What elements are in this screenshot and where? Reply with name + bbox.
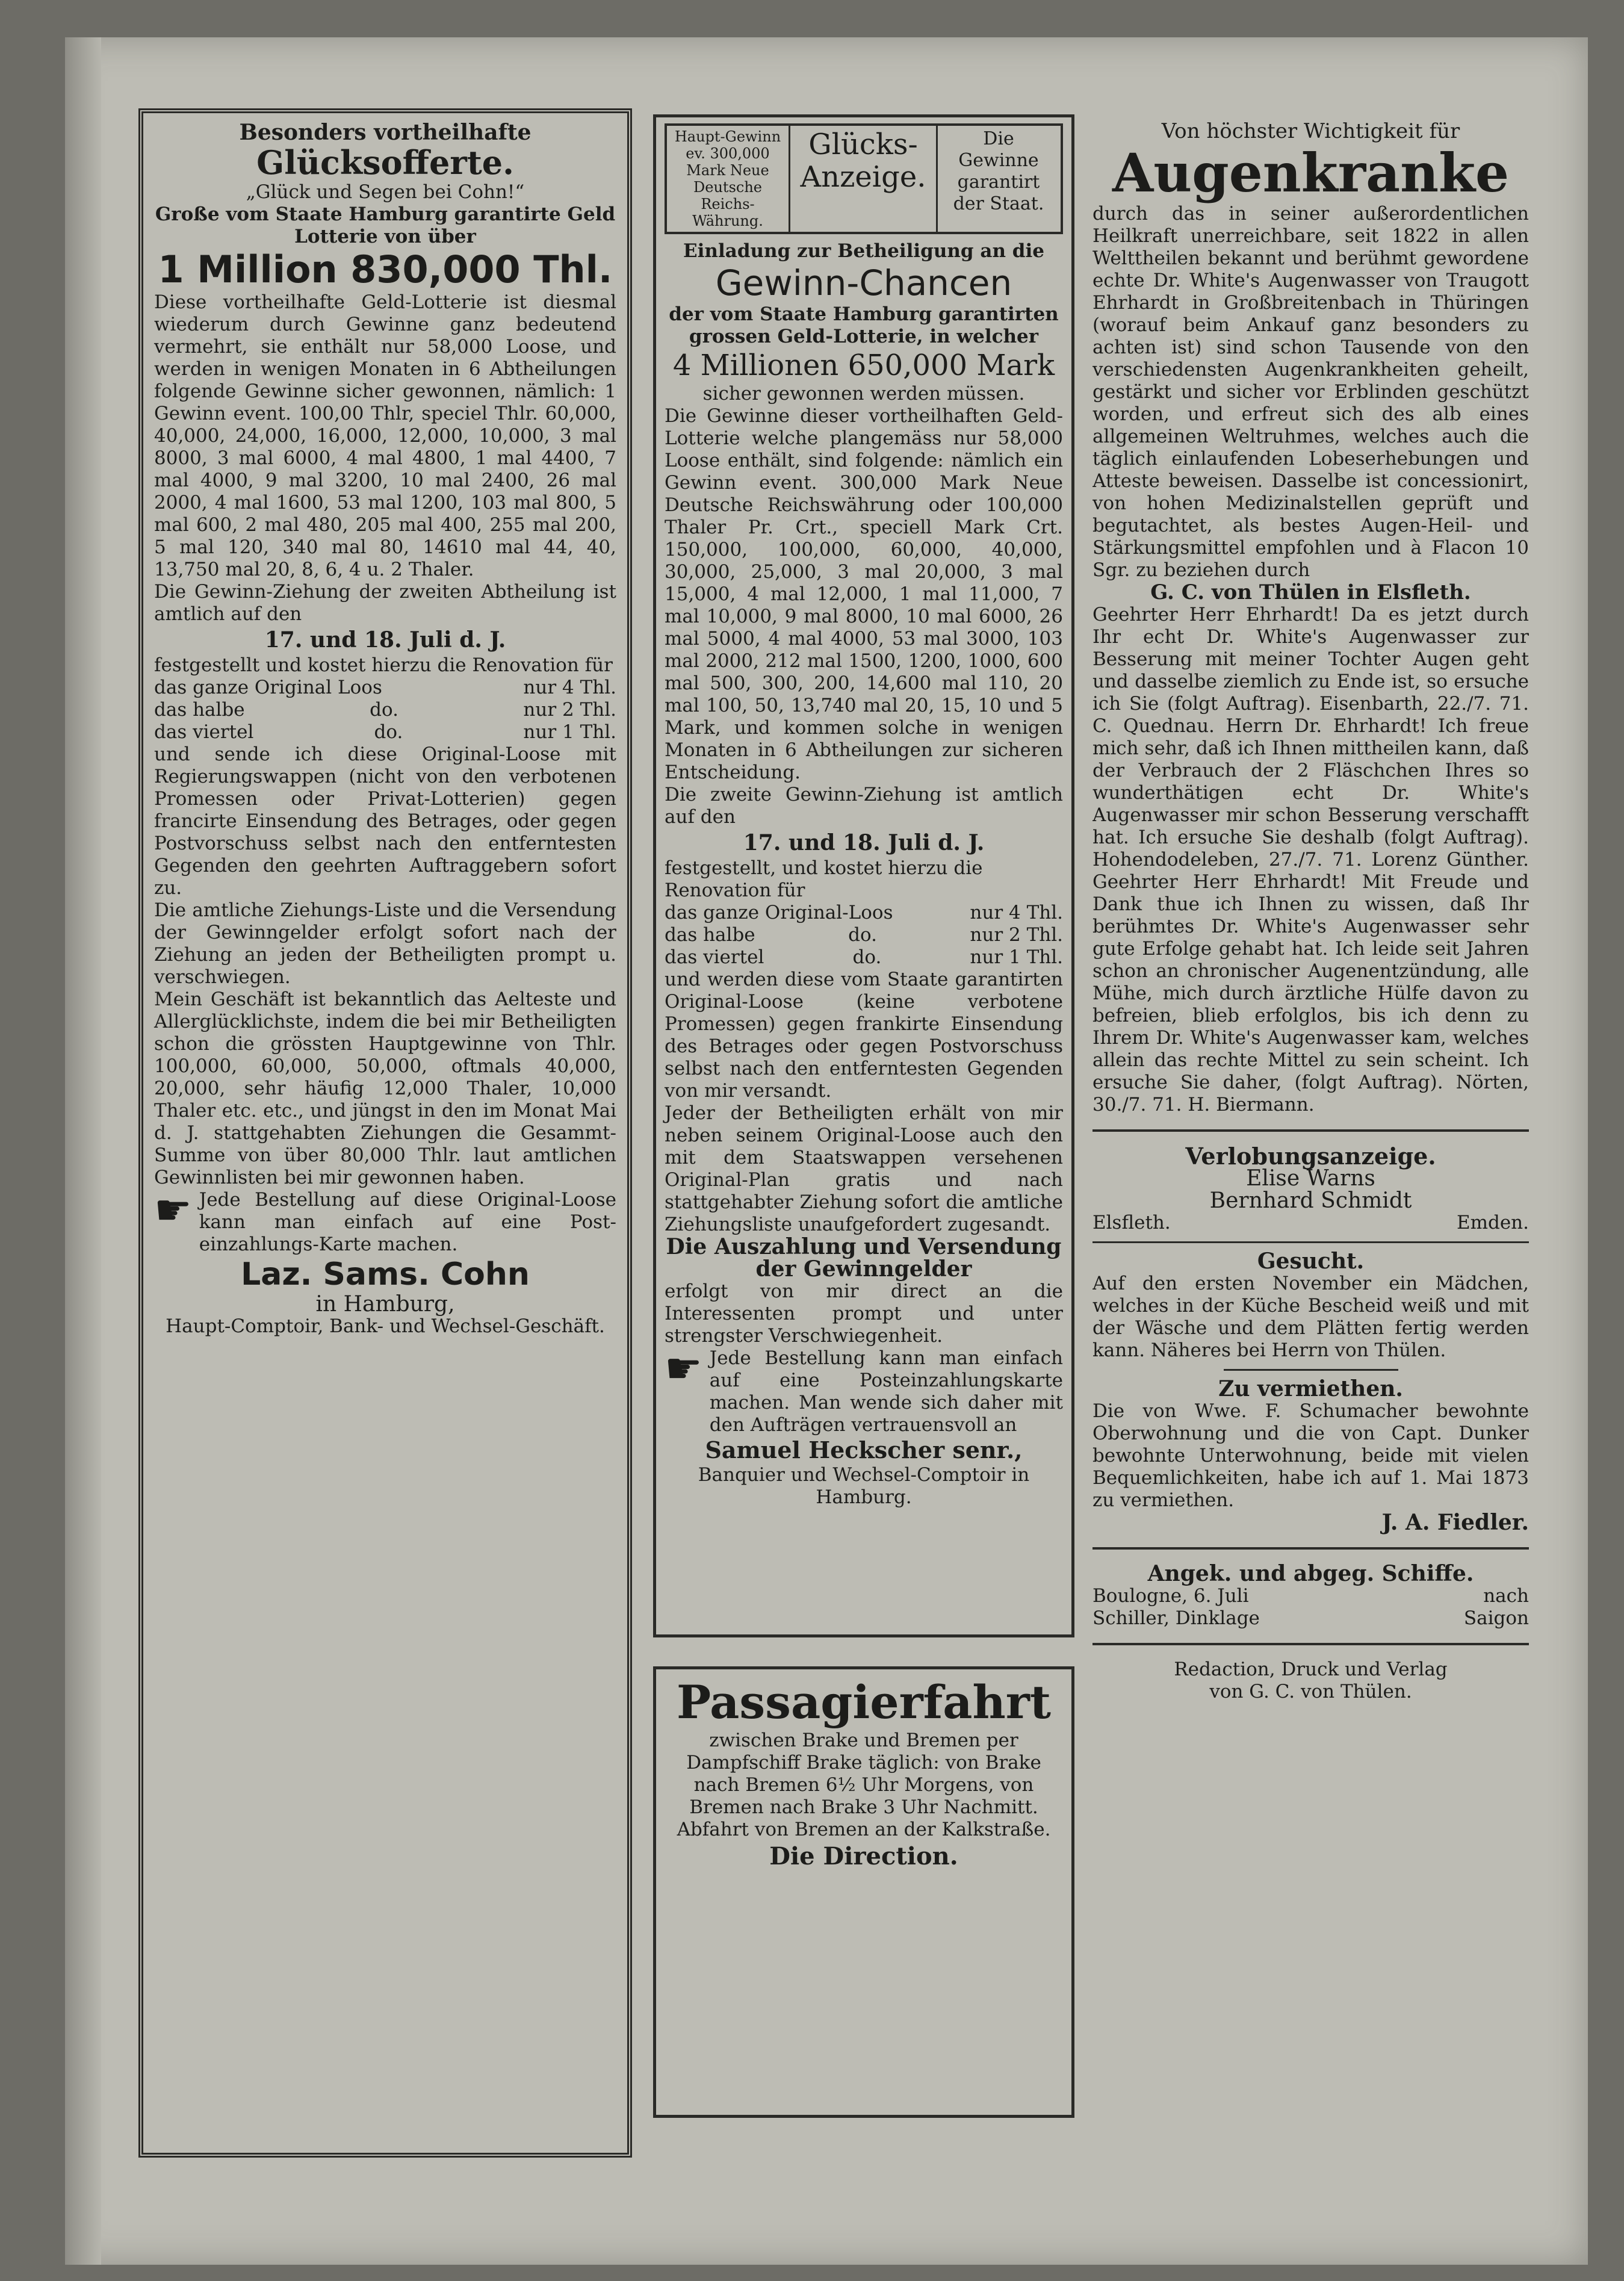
business-text: Mein Geschäft ist bekanntlich das Aelteste und Allerglücklichste, indem die bei mir Betheiligten schon die grössten Hauptgewinne von Thlr. 100,000, 60,000, 50,000, oftmals 40,000, 20,000, sehr häufig 12,000 Thaler, 10,000 Thaler etc. etc., und jüngst in den im Monat Mai d. J. stattgehabten Ziehungen die Gesammt-Summe von über 80,000 Thlr. laut amtlichen Gewinnlisten bei mir gewonnen haben. <box>154 988 616 1188</box>
engagement-name-2: Bernhard Schmidt <box>1209 1188 1412 1213</box>
draw-list-text: Die amtliche Ziehungs-Liste und die Versendung der Gewinngelder erfolgt sofort nach der Ziehung an jeden der Betheiligten prompt u. verschwiegen. <box>154 899 616 988</box>
shipping-text: und werden diese vom Staate garantirten Original-Loose (keine verbotene Promessen) gegen frankirte Einsendung des Betrages oder gegen Postvorschuss selbst nach den entferntesten Gegenden von mir versandt. <box>665 969 1063 1102</box>
draw-date: 17. und 18. Juli d. J. <box>743 830 985 855</box>
eyewater-title: Augenkranke <box>1112 141 1510 204</box>
ad-title: Gewinn-Chancen <box>715 262 1012 303</box>
price-row: das ganze Original-Loos nur 4 Thl. <box>665 902 1063 923</box>
ad-header-box <box>665 123 1063 234</box>
rent-title: Zu vermiethen. <box>1218 1376 1403 1401</box>
firm-office: Haupt-Comptoir, Bank- und Wechsel-Geschäft. <box>166 1315 605 1337</box>
imprint-line-1: Redaction, Druck und Verlag <box>1174 1659 1448 1680</box>
pointing-hand-icon: ☛ <box>154 1185 192 1235</box>
firm-details: Banquier und Wechsel-Comptoir in Hamburg. <box>698 1464 1030 1508</box>
testimonials: Geehrter Herr Ehrhardt! Da es jetzt durch Ihr echt Dr. White's Augenwasser zur Besserung mit meiner Tochter Augen geht und dasselbe ziemlich zu Ende ist, so ersuche ich Sie (folgt Auftrag). Eisenbarth, 22./7. 71. C. Quednau. Herrn Dr. Ehrhardt! Ich freue mich sehr, daß ich Ihnen mittheilen kann, daß der Verbrauch der 2 Fläschchen Ihres so wunderthätigen echt Dr. White's Augenwasser mir schon Besserung verschafft hat. Ich ersuche Sie deshalb (folgt Auftrag). Hohendodeleben, 27./7. 71. Lorenz Günther. Geehrter Herr Ehrhardt! Mit Freude und Dank thue ich Ihnen zu wissen, daß Ihr berühmtes Dr. White's Augenwasser sehr gute Erfolge gehabt hat. Ich leide seit Jahren schon an chronischer Augenentzündung, alle Mühe, mich durch ärztliche Hülfe davon zu befreien, blieb erfolglos, bis ich denn zu Ihrem Dr. White's Augenwasser kam, welches allein das rechte Mittel zu sein scheint. Ich ersuche Sie daher, (folgt Auftrag). Nörten, 30./7. 71. H. Biermann. <box>1092 604 1529 1116</box>
ad-amount: 1 Million 830,000 Thl. <box>158 247 613 291</box>
ferry-schedule: zwischen Brake und Bremen per Dampfschiff Brake täglich: von Brake nach Bremen 6½ Uhr Morgens, von Bremen nach Brake 3 Uhr Nachmitt. Abfahrt von Bremen an der Kalkstraße. <box>677 1730 1051 1840</box>
ferry-signature: Die Direction. <box>769 1842 958 1870</box>
renovation-text: festgestellt und kostet hierzu die Renovation für <box>154 654 613 676</box>
heckscher-lottery-ad <box>653 114 1074 2155</box>
prize-list: Die Gewinne dieser vortheilhaften Geld-Lotterie welche plangemäss nur 58,000 Loose enthält, sind folgende: nämlich ein Gewinn event. 300,000 Mark Neue Deutsche Reichswährung oder 100,000 Thaler Pr. Crt., speciell Mark Crt. 150,000, 100,000, 60,000, 40,000, 30,000, 25,000, 3 mal 20,000, 3 mal 15,000, 4 mal 12,000, 1 mal 11,000, 7 mal 10,000, 9 mal 8000, 10 mal 6000, 26 mal 5000, 4 mal 4000, 53 mal 3000, 103 mal 2000, 212 mal 1500, 1200, 1000, 600 mal 500, 300, 200, 14,600 mal 110, 20 mal 100, 50, 13,740 mal 20, 15, 10 und 5 Mark, und kommen solche in wenigen Monaten in 6 Abtheilungen zur sicheren Entscheidung. <box>665 405 1063 783</box>
ferry-ad <box>653 1666 1074 2118</box>
wanted-title: Gesucht. <box>1257 1249 1365 1274</box>
eyewater-agent: G. C. von Thülen in Elsfleth. <box>1150 580 1471 604</box>
firm-name: Laz. Sams. Cohn <box>241 1256 530 1293</box>
rent-body: Die von Wwe. F. Schumacher bewohnte Oberwohnung und die von Capt. Dunker bewohnte Unterwohnung, beide mit vielen Bequemlichkeiten, habe ich auf 1. Mai 1873 zu vermiethen. <box>1092 1400 1529 1511</box>
cohn-lottery-ad <box>138 108 632 2167</box>
divider <box>1092 1241 1529 1243</box>
wanted-body: Auf den ersten November ein Mädchen, welches in der Küche Bescheid weiß und mit der Wäsche und dem Plätten fertig werden kann. Näheres bei Herrn von Thülen. <box>1092 1273 1529 1361</box>
price-row: das halbe do. nur 2 Thl. <box>154 699 616 721</box>
ad-subtitle: Große vom Staate Hamburg garantirte Geld Lotterie von über <box>155 203 616 247</box>
pointing-hand-icon: ☛ <box>665 1344 702 1393</box>
prize-list: Diese vortheilhafte Geld-Lotterie ist diesmal wiederum durch Gewinne ganz bedeutend vermehrt, sie enthält nur 58,000 Loose, und werden in wenigen Monaten in 6 Abtheilungen folgende Gewinne sicher gewonnen, nämlich: 1 Gewinn event. 100,00 Thlr, speciel Thlr. 60,000, 40,000, 24,000, 16,000, 12,000, 10,000, 3 mal 8000, 3 mal 6000, 4 mal 4800, 1 mal 4400, 7 mal 4000, 9 mal 3200, 10 mal 2400, 26 mal 2000, 4 mal 1600, 53 mal 1200, 103 mal 800, 5 mal 600, 2 mal 480, 205 mal 400, 255 mal 200, 5 mal 120, 340 mal 80, 14610 mal 44, 40, 13,750 mal 20, 8, 6, 4 u. 2 Thaler. <box>154 291 616 580</box>
ships-row: Schiller, Dinklage Saigon <box>1092 1607 1529 1629</box>
page-edge <box>65 37 101 2265</box>
header-left-cell: Haupt-Gewinn ev. 300,000 Mark Neue Deutsche Reichs-Währung. <box>667 126 790 232</box>
draw-date: 17. und 18. Juli d. J. <box>264 627 506 653</box>
ad-subtitle: der vom Staate Hamburg garantirten grossen Geld-Lotterie, in welcher <box>669 303 1059 347</box>
header-center-cell: Glücks-Anzeige. <box>790 126 938 232</box>
draw-notice: Die Gewinn-Ziehung der zweiten Abtheilung ist amtlich auf den <box>154 581 616 625</box>
ad-header: Besonders vortheilhafte <box>239 120 532 145</box>
order-note: ☛ Jede Bestellung kann man einfach auf eine Posteinzahlungskarte machen. Man wende sich daher mit den Aufträgen vertrauensvoll an <box>665 1344 1063 1436</box>
eyewater-pre: Von höchster Wichtigkeit für <box>1161 120 1460 143</box>
divider <box>1092 1129 1529 1132</box>
divider <box>1092 1547 1529 1550</box>
draw-notice: Die zweite Gewinn-Ziehung ist amtlich auf den <box>665 784 1063 828</box>
payout-heading: Die Auszahlung und Versendung der Gewinngelder <box>666 1234 1062 1282</box>
order-note: ☛ Jede Bestellung auf diese Original-Loose kann man einfach auf eine Post-einzahlungs-Karte machen. <box>154 1185 616 1255</box>
renovation-text: festgestellt, und kostet hierzu die Renovation für <box>665 857 983 901</box>
engagement-title: Verlobungsanzeige. <box>1185 1143 1436 1170</box>
eyewater-body: durch das in seiner außerordentlichen Heilkraft unerreichbare, seit 1822 in allen Welttheilen bekannt und berühmt gewordene echte Dr. White's Augenwasser von Traugott Ehrhardt in Großbreitenbach in Thüringen (worauf beim Ankauf ganz besonders zu achten ist) sind schon Tausende von den verschiedensten Augenkrankheiten geheilt, gestärkt und sicher vor Erblinden geschützt worden, und erfreut sich des alb eines allgemeinen Weltruhmes, welches auch die täglich einlaufenden Lobeserhebungen und Atteste beweisen. Dasselbe ist concessionirt, von hohen Medizinalstellen geprüft und begutachtet, als bestes Augen-Heil- und Stärkungsmittel empfohlen und à Flacon 10 Sgr. zu beziehen durch <box>1092 203 1529 581</box>
ad-motto: „Glück und Segen bei Cohn!“ <box>246 181 525 203</box>
price-row: das ganze Original Loos nur 4 Thl. <box>154 677 616 698</box>
payout-text: erfolgt von mir direct an die Interessenten prompt und unter strengster Verschwiegenheit. <box>665 1280 1063 1347</box>
firm-name: Samuel Heckscher senr., <box>705 1436 1023 1463</box>
price-row: das halbe do. nur 2 Thl. <box>665 924 1063 946</box>
plan-text: Jeder der Betheiligten erhält von mir neben seinem Original-Loose auch den mit dem Staatswappen versehenen Original-Plan gratis und nach stattgehabter Ziehung sofort die amtliche Ziehungsliste unaufgefordert zugesandt. <box>665 1102 1063 1235</box>
divider <box>1224 1369 1398 1371</box>
ships-row: Boulogne, 6. Juli nach <box>1092 1585 1529 1607</box>
rent-signature: J. A. Fiedler. <box>1381 1510 1529 1535</box>
invite-text: Einladung zur Betheiligung an die <box>683 240 1044 262</box>
engagement-name-1: Elise Warns <box>1246 1166 1375 1191</box>
imprint-line-2: von G. C. von Thülen. <box>1209 1681 1412 1702</box>
firm-city: in Hamburg, <box>315 1292 455 1317</box>
divider <box>1092 1643 1529 1645</box>
header-right-cell: Die Gewinne garantirt der Staat. <box>953 128 1044 214</box>
price-row: das viertel do. nur 1 Thl. <box>665 946 1063 968</box>
ships-title: Angek. und abgeg. Schiffe. <box>1147 1561 1474 1586</box>
engagement-places: Elsfleth. Emden. <box>1092 1212 1529 1234</box>
ad-title: Glücksofferte. <box>256 143 514 182</box>
ad-amount: 4 Millionen 650,000 Mark <box>672 349 1055 382</box>
price-row: das viertel do. nur 1 Thl. <box>154 721 616 743</box>
ferry-title: Passagierfahrt <box>677 1675 1051 1729</box>
right-column <box>1092 120 1529 2167</box>
ad-subtitle-2: sicher gewonnen werden müssen. <box>702 383 1025 405</box>
shipping-text: und sende ich diese Original-Loose mit Regierungswappen (nicht von den verbotenen Promessen oder Privat-Lotterien) gegen francirte Einsendung des Betrages, oder gegen Postvorschuss selbst nach den entferntesten Gegenden den geehrten Auftraggebern sofort zu. <box>154 743 616 899</box>
